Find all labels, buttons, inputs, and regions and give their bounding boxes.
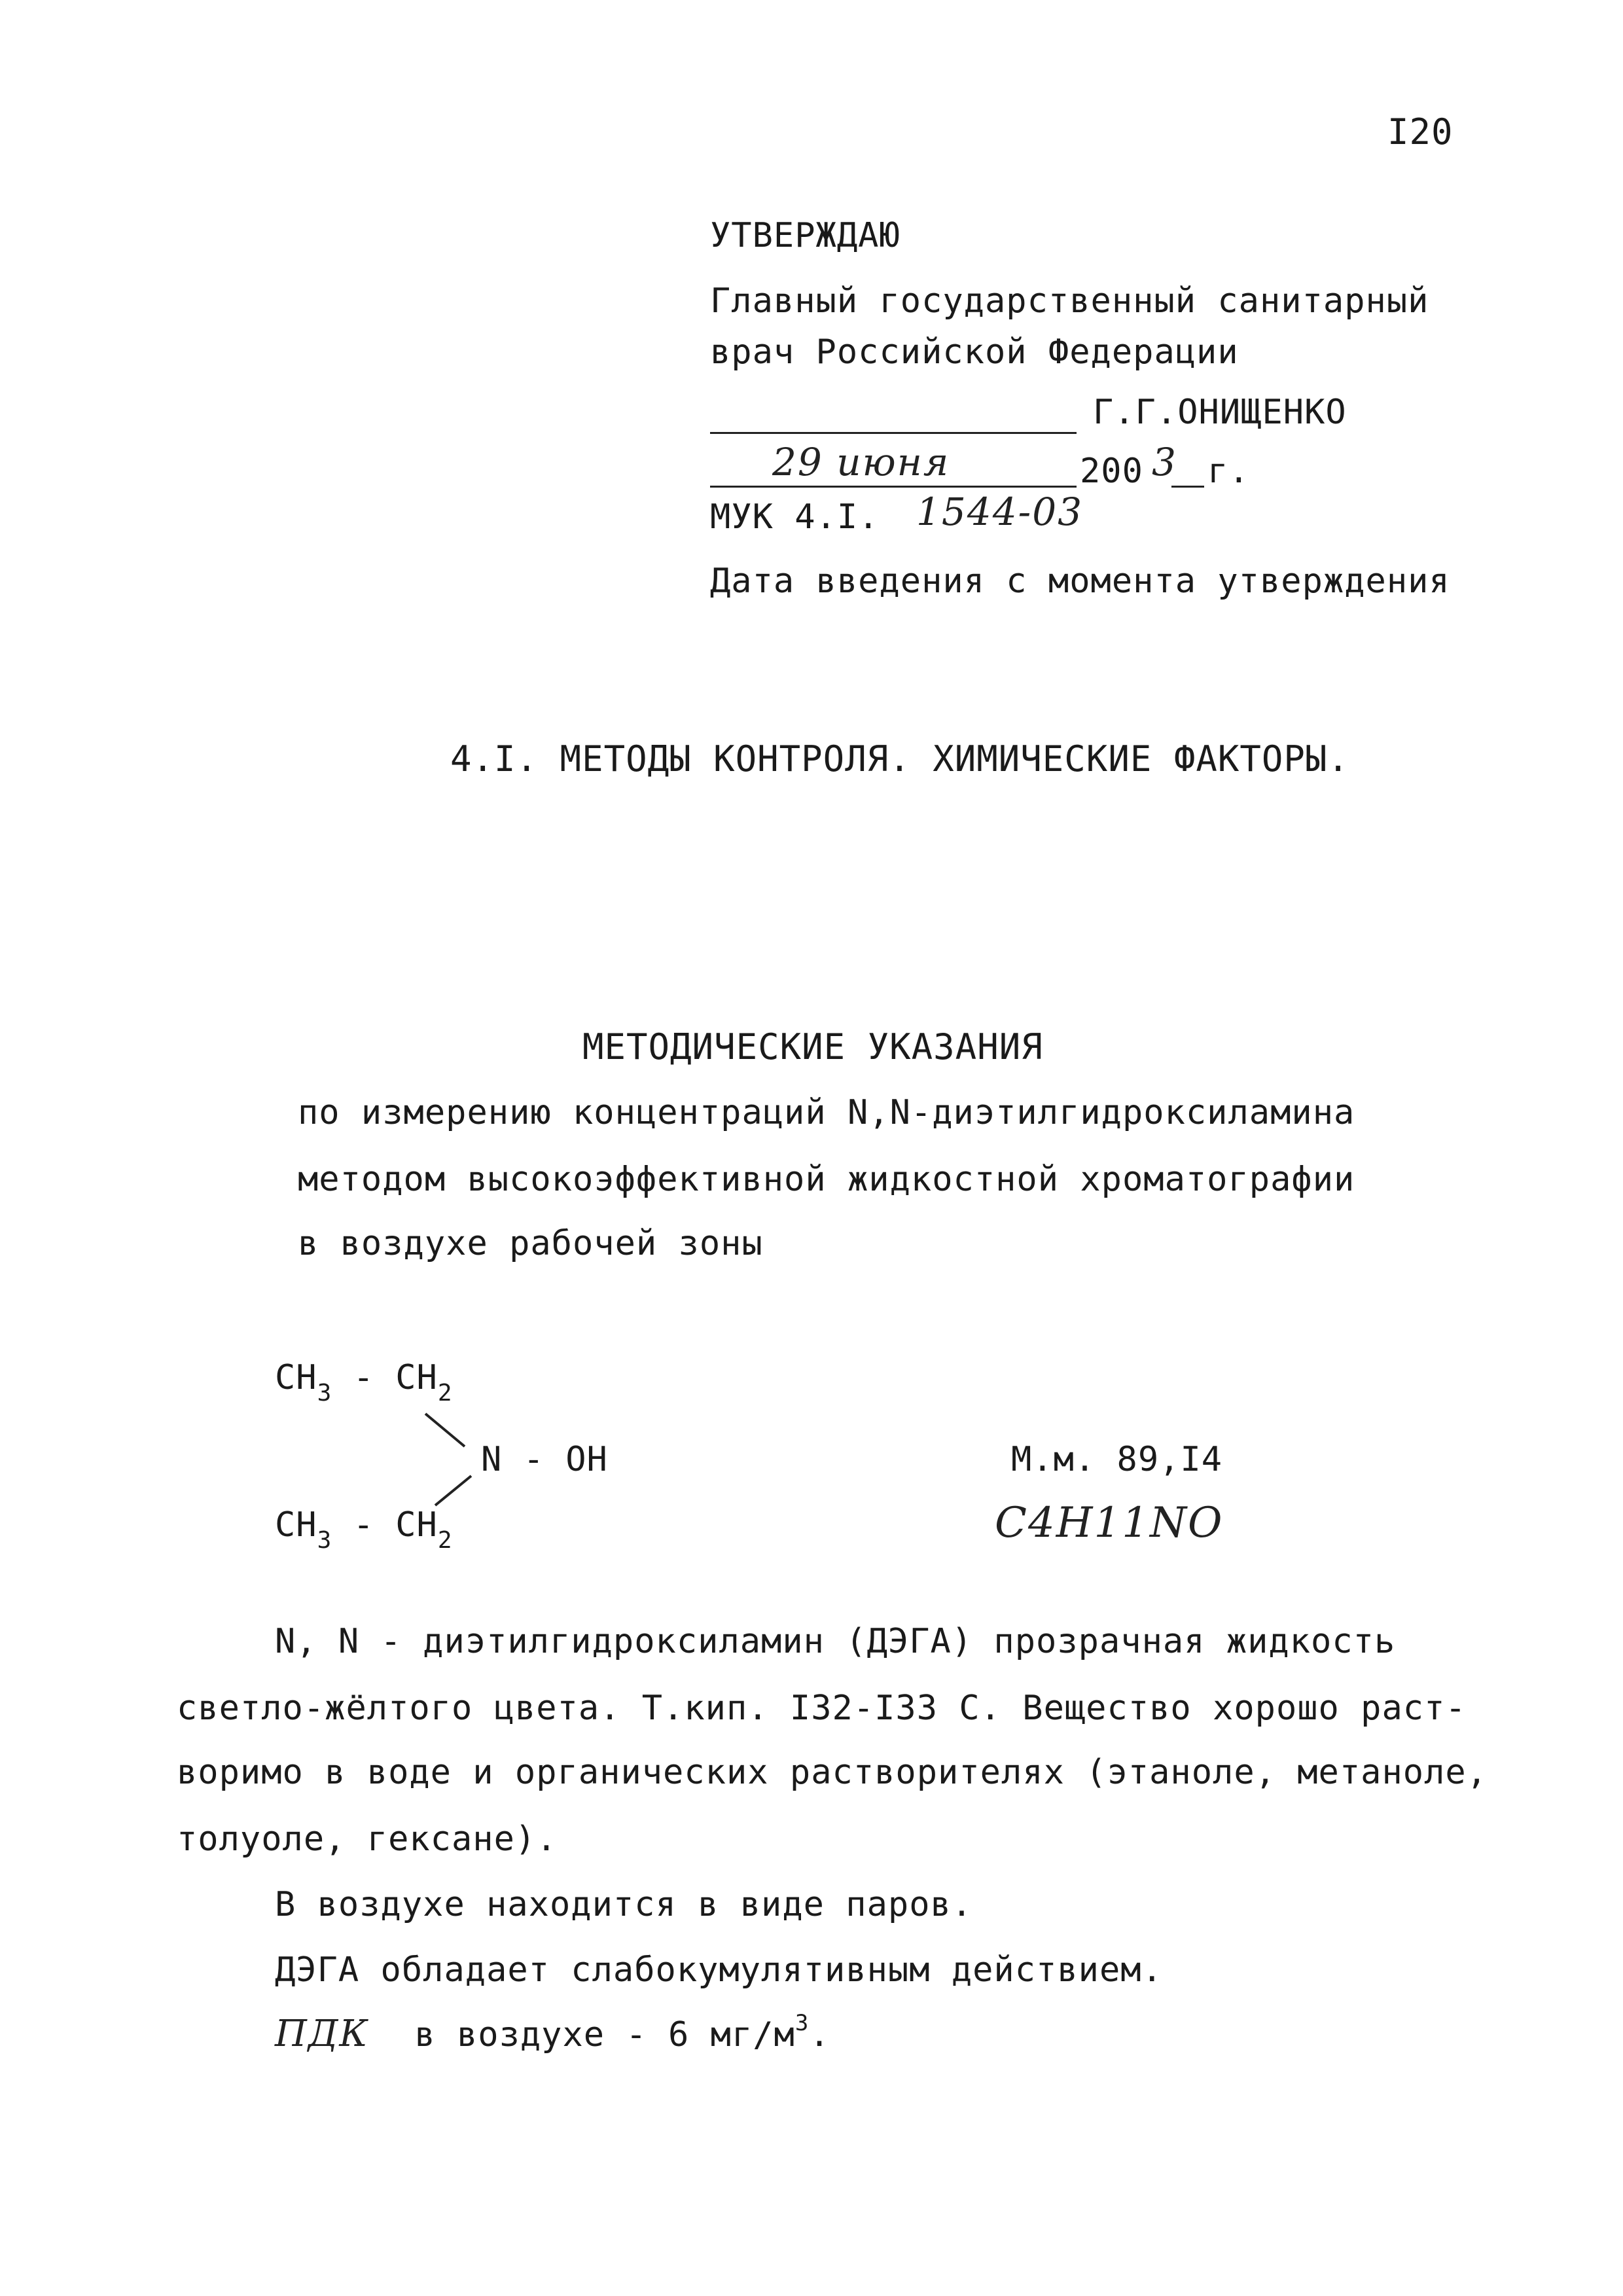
formula-ch3-bottom: CH: [275, 1505, 317, 1545]
year-line: [1171, 486, 1204, 488]
year-suffix: г.: [1207, 452, 1250, 491]
body-p1-line1: N, N - диэтилгидроксиламин (ДЭГА) прозрачная жидкость: [275, 1622, 1396, 1661]
guidelines-line2: методом высокоэффективной жидкостной хроматографии: [298, 1160, 1355, 1199]
body-p2: В воздухе находится в виде паров.: [275, 1885, 973, 1924]
body-p4-superscript: 3: [794, 2010, 810, 2036]
guidelines-heading: МЕТОДИЧЕСКИЕ УКАЗАНИЯ: [582, 1026, 1043, 1067]
section-title: 4.I. МЕТОДЫ КОНТРОЛЯ. ХИМИЧЕСКИЕ ФАКТОРЫ.: [450, 738, 1349, 780]
approver-position-line2: врач Российской Федерации: [710, 332, 1239, 372]
formula-ch3-top: CH: [275, 1358, 317, 1397]
muk-label: МУК 4.I.: [710, 497, 880, 537]
formula-ch2-bottom-subscript: 2: [437, 1527, 453, 1554]
molar-mass: М.м. 89,I4: [1011, 1440, 1223, 1479]
formula-ch2-top: - CH: [353, 1358, 438, 1397]
handwritten-year: 3: [1152, 440, 1177, 484]
effective-date: Дата введения с момента утверждения: [710, 562, 1450, 601]
body-p4-text: в воздухе - 6 мг/м: [414, 2015, 795, 2054]
page-number: I20: [1387, 111, 1454, 152]
handwritten-muk-number: 1544-03: [916, 490, 1084, 534]
body-p1-line4: толуоле, гексане).: [177, 1820, 558, 1859]
handwritten-date: 29 июня: [772, 440, 950, 484]
date-line: [710, 486, 1077, 488]
body-p1-line3: воримо в воде и органических растворителях (этаноле, метаноле,: [177, 1753, 1488, 1792]
formula-n-oh: N - OH: [481, 1440, 608, 1479]
body-p3: ДЭГА обладает слабокумулятивным действием.: [275, 1950, 1163, 1990]
body-p4: [275, 2010, 830, 2055]
bond-lower: [435, 1476, 471, 1505]
formula-ch3-top-subscript: 3: [317, 1380, 332, 1407]
formula-ch2-top-subscript: 2: [437, 1380, 453, 1407]
formula-ch2-bottom: - CH: [353, 1505, 438, 1545]
handwritten-pdk: ПДК: [275, 2013, 369, 2055]
guidelines-line1: по измерению концентраций N,N-диэтилгидроксиламина: [298, 1093, 1355, 1132]
guidelines-line3: в воздухе рабочей зоны: [298, 1224, 763, 1263]
formula-top-group: [275, 1358, 453, 1407]
year-prefix: 200: [1080, 452, 1143, 491]
approver-position-line1: Главный государственный санитарный: [710, 281, 1429, 321]
signatory-name: Г.Г.ОНИЩЕНКО: [1093, 393, 1347, 432]
bond-upper: [425, 1414, 465, 1446]
signature-line: [710, 432, 1077, 434]
approve-heading: УТВЕРЖДАЮ: [710, 216, 901, 255]
handwritten-empirical-formula: C4H11NO: [995, 1499, 1224, 1547]
formula-ch3-bottom-subscript: 3: [317, 1527, 332, 1554]
formula-bottom-group: [275, 1505, 453, 1554]
body-p4-end: .: [809, 2015, 830, 2054]
body-p1-line2: светло-жёлтого цвета. Т.кип. I32-I33 С. Вещество хорошо раст-: [177, 1689, 1467, 1728]
